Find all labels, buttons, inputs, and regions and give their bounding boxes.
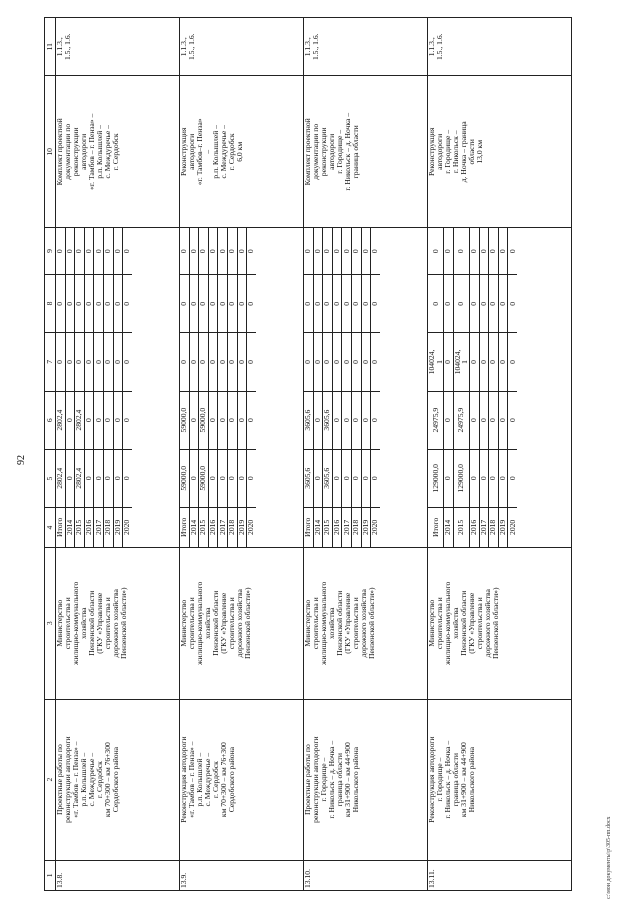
funding-row [75,228,85,547]
funding-value: 129000,0 [453,449,469,507]
item-result: Комплект проектной документации по реконструкции автодороги г. Городище – г. Никольск – д. Ночка – граница области [304,76,428,228]
header-cell: 8 [45,274,56,332]
funding-table [56,228,132,547]
funding-value: 0 [453,228,469,275]
funding-value: 24975,9 [453,391,469,449]
funding-value: 0 [342,228,352,275]
funding-year: 2020 [371,507,380,547]
funding-row [428,228,444,547]
funding-row [189,228,199,547]
funding-value: 0 [469,228,479,275]
item-executor: Министерство строительства и жилищно-коммунального хозяйства Пензенской области (ГКУ «Управление строительства и дорожного хозяйства Пензенской области») [56,547,180,699]
funding-year: 2018 [489,507,499,547]
funding-year: 2017 [94,507,104,547]
funding-value: 0 [498,333,508,391]
funding-value: 3605,6 [304,449,313,507]
funding-value: 0 [342,391,352,449]
funding-value: 0 [189,391,199,449]
funding-year: 2017 [342,507,352,547]
funding-year: 2019 [498,507,508,547]
funding-value: 0 [489,333,499,391]
funding-value: 0 [65,228,75,275]
funding-value: 0 [189,275,199,333]
funding-value: 0 [237,391,247,449]
funding-value: 0 [208,333,218,391]
funding-row [371,228,380,547]
funding-value: 0 [218,333,228,391]
funding-value: 0 [180,228,189,275]
funding-year: 2014 [189,507,199,547]
funding-value: 0 [113,449,123,507]
funding-value: 0 [469,275,479,333]
funding-year: 2015 [75,507,85,547]
funding-value: 0 [508,333,517,391]
funding-row [123,228,132,547]
funding-year: 2019 [361,507,371,547]
funding-value: 0 [208,449,218,507]
item-number: 13.11. [428,860,572,890]
funding-value: 0 [103,275,113,333]
funding-value: 0 [65,449,75,507]
funding-value: 0 [444,228,454,275]
funding-row [479,228,489,547]
funding-value: 0 [332,449,342,507]
funding-value: 0 [361,449,371,507]
funding-value: 0 [123,333,132,391]
item-number: 13.9. [180,860,304,890]
funding-value: 2802,4 [56,449,65,507]
item-result: Реконструкция автодороги г. Городище – г. Никольск – д. Ночка – граница области 13,0 км [428,76,572,228]
funding-value: 0 [304,333,313,391]
funding-value: 0 [489,449,499,507]
table-body [56,18,572,891]
funding-row [444,228,454,547]
funding-value: 0 [65,275,75,333]
funding-value: 0 [227,275,237,333]
funding-value: 0 [428,228,444,275]
footer-file-path: c:\мои документы\р\305-пп.docx [606,816,612,899]
funding-value: 0 [444,275,454,333]
funding-value: 0 [498,391,508,449]
item-number: 13.10. [304,860,428,890]
funding-year: 2020 [508,507,517,547]
funding-row [489,228,499,547]
funding-year: Итого [304,507,313,547]
funding-table [304,228,380,547]
funding-value: 0 [123,449,132,507]
funding-value: 0 [479,228,489,275]
funding-value: 0 [444,333,454,391]
funding-value: 0 [180,275,189,333]
item-result: Реконструкция автодороги «г. Тамбов–г. Пенза» – р.п. Колышлей – с. Междуречье – г. Сердобск 6,0 км [180,76,304,228]
funding-value: 0 [351,333,361,391]
funding-value: 0 [342,449,352,507]
funding-value: 0 [489,228,499,275]
funding-value: 0 [508,275,517,333]
funding-value: 0 [508,449,517,507]
funding-value: 0 [508,391,517,449]
funding-year: 2015 [199,507,209,547]
funding-row [103,228,113,547]
header-cell: 11 [45,18,56,76]
funding-year: Итого [428,507,444,547]
funding-value: 3605,6 [323,391,333,449]
funding-value: 0 [498,228,508,275]
funding-year: 2019 [113,507,123,547]
funding-value: 0 [75,333,85,391]
header-cell: 4 [45,508,56,548]
item-executor: Министерство строительства и жилищно-коммунального хозяйства Пензенской области (ГКУ «Управление строительства и дорожного хозяйства Пензенской области») [304,547,428,699]
program-table [44,17,572,891]
funding-value: 0 [94,333,104,391]
funding-year: 2015 [453,507,469,547]
funding-value: 0 [189,333,199,391]
funding-value: 0 [361,333,371,391]
funding-value: 2802,4 [56,391,65,449]
funding-value: 0 [342,333,352,391]
funding-value: 0 [247,391,256,449]
funding-row [453,228,469,547]
funding-value: 0 [189,228,199,275]
header-row [45,18,56,891]
funding-value: 0 [444,391,454,449]
funding-value: 0 [208,275,218,333]
funding-row [498,228,508,547]
funding-value: 0 [113,333,123,391]
funding-value: 0 [227,391,237,449]
funding-value: 0 [218,228,228,275]
funding-value: 0 [227,228,237,275]
funding-value: 0 [56,228,65,275]
funding-value: 104024, 1 [453,333,469,391]
item-name: Проектные работы по реконструкции автодороги г. Городище – г. Никольск – д. Ночка – граница области км 31+900 – км 44+900 Никольского района [304,699,428,860]
funding-cell [428,228,572,548]
item-result: Комплект проектной документации по реконструкции автодороги «г. Тамбов – г. Пенза» – р.п. Колышлей – с. Междуречье – г. Сердобск [56,76,180,228]
funding-year: 2016 [469,507,479,547]
funding-value: 0 [94,449,104,507]
funding-value: 0 [123,275,132,333]
funding-value: 0 [227,333,237,391]
funding-value: 0 [479,391,489,449]
funding-value: 0 [84,391,94,449]
funding-value: 0 [113,228,123,275]
funding-cell [180,228,304,548]
funding-year: 2014 [313,507,323,547]
funding-value: 0 [65,391,75,449]
funding-value: 0 [498,275,508,333]
funding-row [94,228,104,547]
item-name: Реконструкция автодороги г. Городище – г. Никольск – д. Ночка – граница области км 31+900 – км 44+900 Никольского района [428,699,572,860]
item-link: 1.1.3., 1.5., 1.6. [180,18,304,76]
funding-value: 0 [371,275,380,333]
funding-value: 0 [332,333,342,391]
funding-year: 2019 [237,507,247,547]
funding-value: 0 [304,275,313,333]
funding-value: 0 [180,333,189,391]
funding-value: 0 [75,228,85,275]
table-row [56,18,180,891]
funding-value: 0 [227,449,237,507]
funding-value: 0 [342,275,352,333]
item-executor: Министерство строительства и жилищно-коммунального хозяйства Пензенской области (ГКУ «Управление строительства и дорожного хозяйства Пензенской области») [428,547,572,699]
header-cell: 2 [45,699,56,860]
funding-value: 0 [479,449,489,507]
funding-value: 0 [208,228,218,275]
funding-row [237,228,247,547]
funding-value: 0 [489,275,499,333]
funding-row [304,228,313,547]
funding-value: 0 [313,391,323,449]
funding-value: 0 [199,228,209,275]
funding-value: 0 [208,391,218,449]
funding-value: 0 [371,449,380,507]
funding-value: 3605,6 [304,391,313,449]
funding-value: 0 [247,333,256,391]
funding-value: 0 [246,249,256,254]
funding-value: 0 [469,391,479,449]
funding-value: 0 [247,275,256,333]
funding-year: 2018 [351,507,361,547]
funding-value: 0 [313,228,323,275]
funding-value: 0 [189,449,199,507]
funding-value: 0 [507,249,517,254]
funding-value: 0 [56,333,65,391]
funding-value: 0 [489,391,499,449]
funding-row [332,228,342,547]
funding-value: 129000,0 [428,449,444,507]
funding-table [180,228,256,547]
funding-row [56,228,65,547]
funding-value: 0 [469,333,479,391]
item-link: 1.1.3., 1.5., 1.6. [428,18,572,76]
funding-row [208,228,218,547]
header-cell: 3 [45,547,56,699]
funding-value: 59000,0 [199,391,209,449]
item-name: Проектные работы по реконструкции автодороги «г. Тамбов – г. Пенза» – р.п. Колышлей – с. Междуречье – г. Сердобск км 70+300 – км 76+300 Сердобского района [56,699,180,860]
funding-value: 59000,0 [180,449,189,507]
funding-value: 0 [370,249,380,254]
funding-value: 0 [113,391,123,449]
funding-row [342,228,352,547]
funding-year: 2018 [103,507,113,547]
funding-value: 0 [304,228,313,275]
funding-value: 0 [361,275,371,333]
funding-value: 0 [56,275,65,333]
item-executor: Министерство строительства и жилищно-коммунального хозяйства Пензенской области (ГКУ «Управление строительства и дорожного хозяйства Пензенской области») [180,547,304,699]
funding-year: 2014 [65,507,75,547]
funding-value: 0 [84,275,94,333]
funding-value: 0 [313,275,323,333]
funding-row [218,228,228,547]
header-cell: 1 [45,860,56,890]
funding-value: 0 [351,391,361,449]
funding-value: 0 [479,333,489,391]
funding-value: 0 [103,449,113,507]
header-cell: 5 [45,449,56,507]
funding-row [313,228,323,547]
funding-value: 0 [351,449,361,507]
funding-value: 0 [313,333,323,391]
funding-year: 2020 [247,507,256,547]
funding-value: 0 [218,391,228,449]
funding-value: 0 [332,228,342,275]
header-cell: 9 [45,228,56,275]
funding-value: 0 [247,449,256,507]
funding-value: 0 [218,449,228,507]
funding-value: 0 [453,275,469,333]
funding-value: 0 [94,228,104,275]
item-link: 1.1.3., 1.5., 1.6. [304,18,428,76]
funding-value: 0 [361,228,371,275]
funding-row [469,228,479,547]
header-cell: 6 [45,391,56,449]
funding-value: 0 [199,333,209,391]
header-cell: 10 [45,76,56,228]
funding-value: 0 [498,449,508,507]
funding-year: Итого [56,507,65,547]
funding-value: 0 [113,275,123,333]
funding-row [351,228,361,547]
funding-year: 2016 [332,507,342,547]
funding-value: 0 [237,228,247,275]
funding-value: 0 [218,275,228,333]
table-row [428,18,572,891]
funding-value: 0 [103,391,113,449]
funding-year: 2015 [323,507,333,547]
funding-row [180,228,189,547]
funding-year: 2017 [479,507,489,547]
funding-value: 0 [84,333,94,391]
item-name: Реконструкция автодороги «г. Тамбов – г. Пенза» – р.п. Колышлей – с. Междуречье – г. Сердобск км 70+300 – км 76+300 Сердобского района [180,699,304,860]
funding-value: 0 [444,449,454,507]
funding-year: Итого [180,507,189,547]
funding-value: 0 [237,449,247,507]
funding-value: 0 [237,275,247,333]
header-cell: 7 [45,333,56,391]
funding-value: 3605,6 [323,449,333,507]
funding-year: 2016 [84,507,94,547]
funding-value: 0 [94,275,104,333]
funding-value: 0 [123,391,132,449]
funding-row [361,228,371,547]
funding-value: 2802,4 [75,391,85,449]
funding-row [84,228,94,547]
item-link: 1.1.3., 1.5., 1.6. [56,18,180,76]
funding-value: 0 [351,275,361,333]
funding-cell [56,228,180,548]
funding-value: 0 [371,391,380,449]
funding-row [65,228,75,547]
funding-value: 0 [323,333,333,391]
table-row [304,18,428,891]
funding-year: 2016 [208,507,218,547]
page-number: 92 [16,455,27,465]
funding-value: 0 [469,449,479,507]
funding-value: 0 [313,449,323,507]
funding-value: 2802,4 [75,449,85,507]
funding-value: 0 [103,228,113,275]
funding-value: 59000,0 [199,449,209,507]
funding-value: 0 [351,228,361,275]
funding-value: 0 [65,333,75,391]
funding-value: 0 [237,333,247,391]
funding-value: 0 [332,391,342,449]
funding-year: 2014 [444,507,454,547]
table-row [180,18,304,891]
funding-value: 24975,9 [428,391,444,449]
funding-value: 0 [371,333,380,391]
funding-year: 2020 [123,507,132,547]
funding-row [323,228,333,547]
funding-value: 0 [332,275,342,333]
funding-row [199,228,209,547]
funding-value: 0 [428,275,444,333]
funding-value: 0 [75,275,85,333]
funding-value: 0 [84,449,94,507]
funding-row [508,228,517,547]
funding-value: 0 [323,228,333,275]
funding-value: 0 [84,228,94,275]
funding-value: 59000,0 [180,391,189,449]
funding-year: 2018 [227,507,237,547]
item-number: 13.8. [56,860,180,890]
funding-cell [304,228,428,548]
funding-row [247,228,256,547]
funding-table [428,228,517,547]
funding-value: 104024, 1 [428,333,444,391]
funding-value: 0 [361,391,371,449]
funding-value: 0 [94,391,104,449]
funding-row [227,228,237,547]
funding-value: 0 [199,275,209,333]
funding-year: 2017 [218,507,228,547]
funding-value: 0 [323,275,333,333]
funding-value: 0 [479,275,489,333]
funding-value: 0 [103,333,113,391]
funding-row [113,228,123,547]
funding-value: 0 [122,249,132,254]
